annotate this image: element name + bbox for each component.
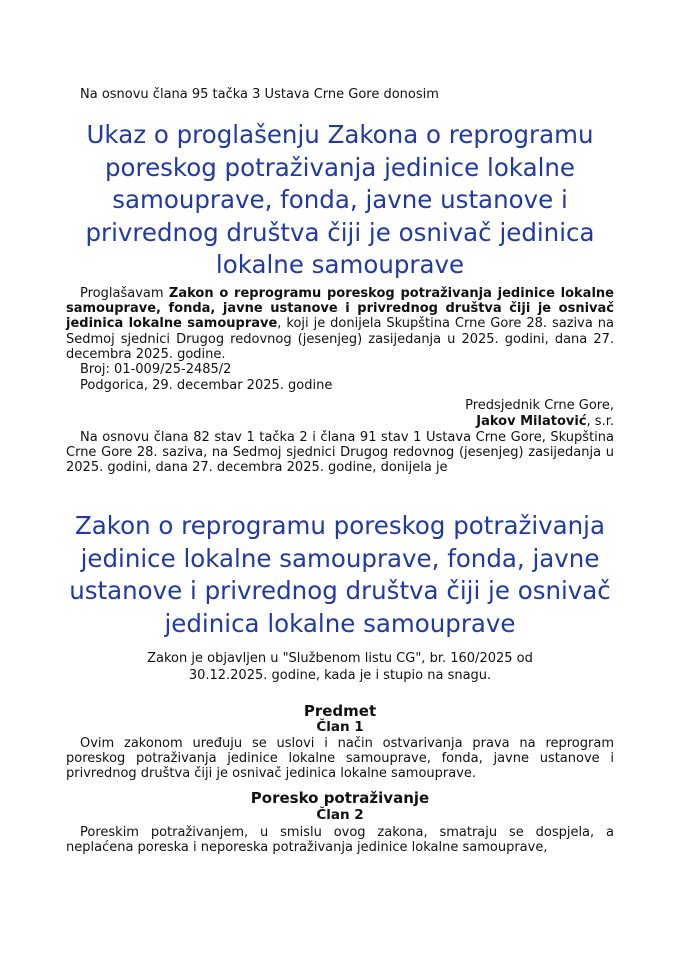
intro-line: Na osnovu člana 95 tačka 3 Ustava Crne Gore donosim — [80, 87, 439, 102]
document-number: Broj: 01-009/25-2485/2 — [80, 362, 232, 377]
signature-suffix: , s.r. — [586, 414, 614, 429]
section-heading-poresko-potrazivanje: Poresko potraživanje — [250, 789, 430, 807]
publication-note — [66, 650, 614, 684]
signature-name: Jakov Milatović — [476, 414, 587, 429]
ukaz-title: Ukaz o proglašenju Zakona o reprogramu poreskog potraživanja jedinice lokalne samouprave, fonda, javne ustanove i privrednog društva čiji je osnivač jedinica lokalne samouprave — [85, 120, 595, 279]
law-title: Zakon o reprogramu poreskog potraživanja jedinice lokalne samouprave, fonda, javne ustanove i privrednog društva čiji je osnivač jedinica lokalne samouprave — [69, 511, 611, 638]
publication-line-2: 30.12.2025. godine, kada je i stupio na snagu. — [188, 668, 492, 683]
signature-name-line — [476, 414, 614, 429]
publication-line-1: Zakon je objavljen u "Službenom listu CG", br. 160/2025 od — [147, 651, 533, 666]
signature-title: Predsjednik Crne Gore, — [465, 398, 614, 413]
article-2-text: Poreskim potraživanjem, u smislu ovog zakona, smatraju se dospjela, a neplaćena poreska i neporeska potraživanja jedinice lokalne samouprave, — [66, 825, 614, 856]
proglasavam-lead: Proglašavam — [80, 286, 169, 301]
article-heading-2: Član 2 — [316, 807, 364, 823]
proglasavam-rest: , koji je donijela Skupština Crne Gore 28. saziva na Sedmoj sjednici Drugog redovnog (jesenjeg) zasijedanja u 2025. godini, dana 27. decembra 2025. godine. — [66, 316, 614, 362]
section-heading-predmet: Predmet — [303, 702, 377, 720]
article-heading-1: Član 1 — [316, 719, 364, 735]
place-date: Podgorica, 29. decembar 2025. godine — [80, 378, 333, 393]
preamble-paragraph: Na osnovu člana 82 stav 1 tačka 2 i člana 91 stav 1 Ustava Crne Gore, Skupština Crne Gore 28. saziva, na Sedmoj sjednici Drugog redovnog (jesenjeg) zasijedanja u 2025. godini, dana 27. decembra 2025. godine, donijela je — [66, 430, 614, 476]
article-1-text: Ovim zakonom uređuju se uslovi i način ostvarivanja prava na reprogram poreskog potraživanja jedinice lokalne samouprave, fonda, javne ustanove i privrednog društva čiji je osnivač jedinica lokalne samouprave. — [66, 736, 614, 782]
proglasavam-paragraph — [66, 286, 614, 362]
law-name-bold: Zakon o reprogramu poreskog potraživanja jedinice lokalne samouprave, fonda, javne ustanove i privrednog društva čiji je osnivač jedinica lokalne samouprave — [66, 286, 614, 332]
